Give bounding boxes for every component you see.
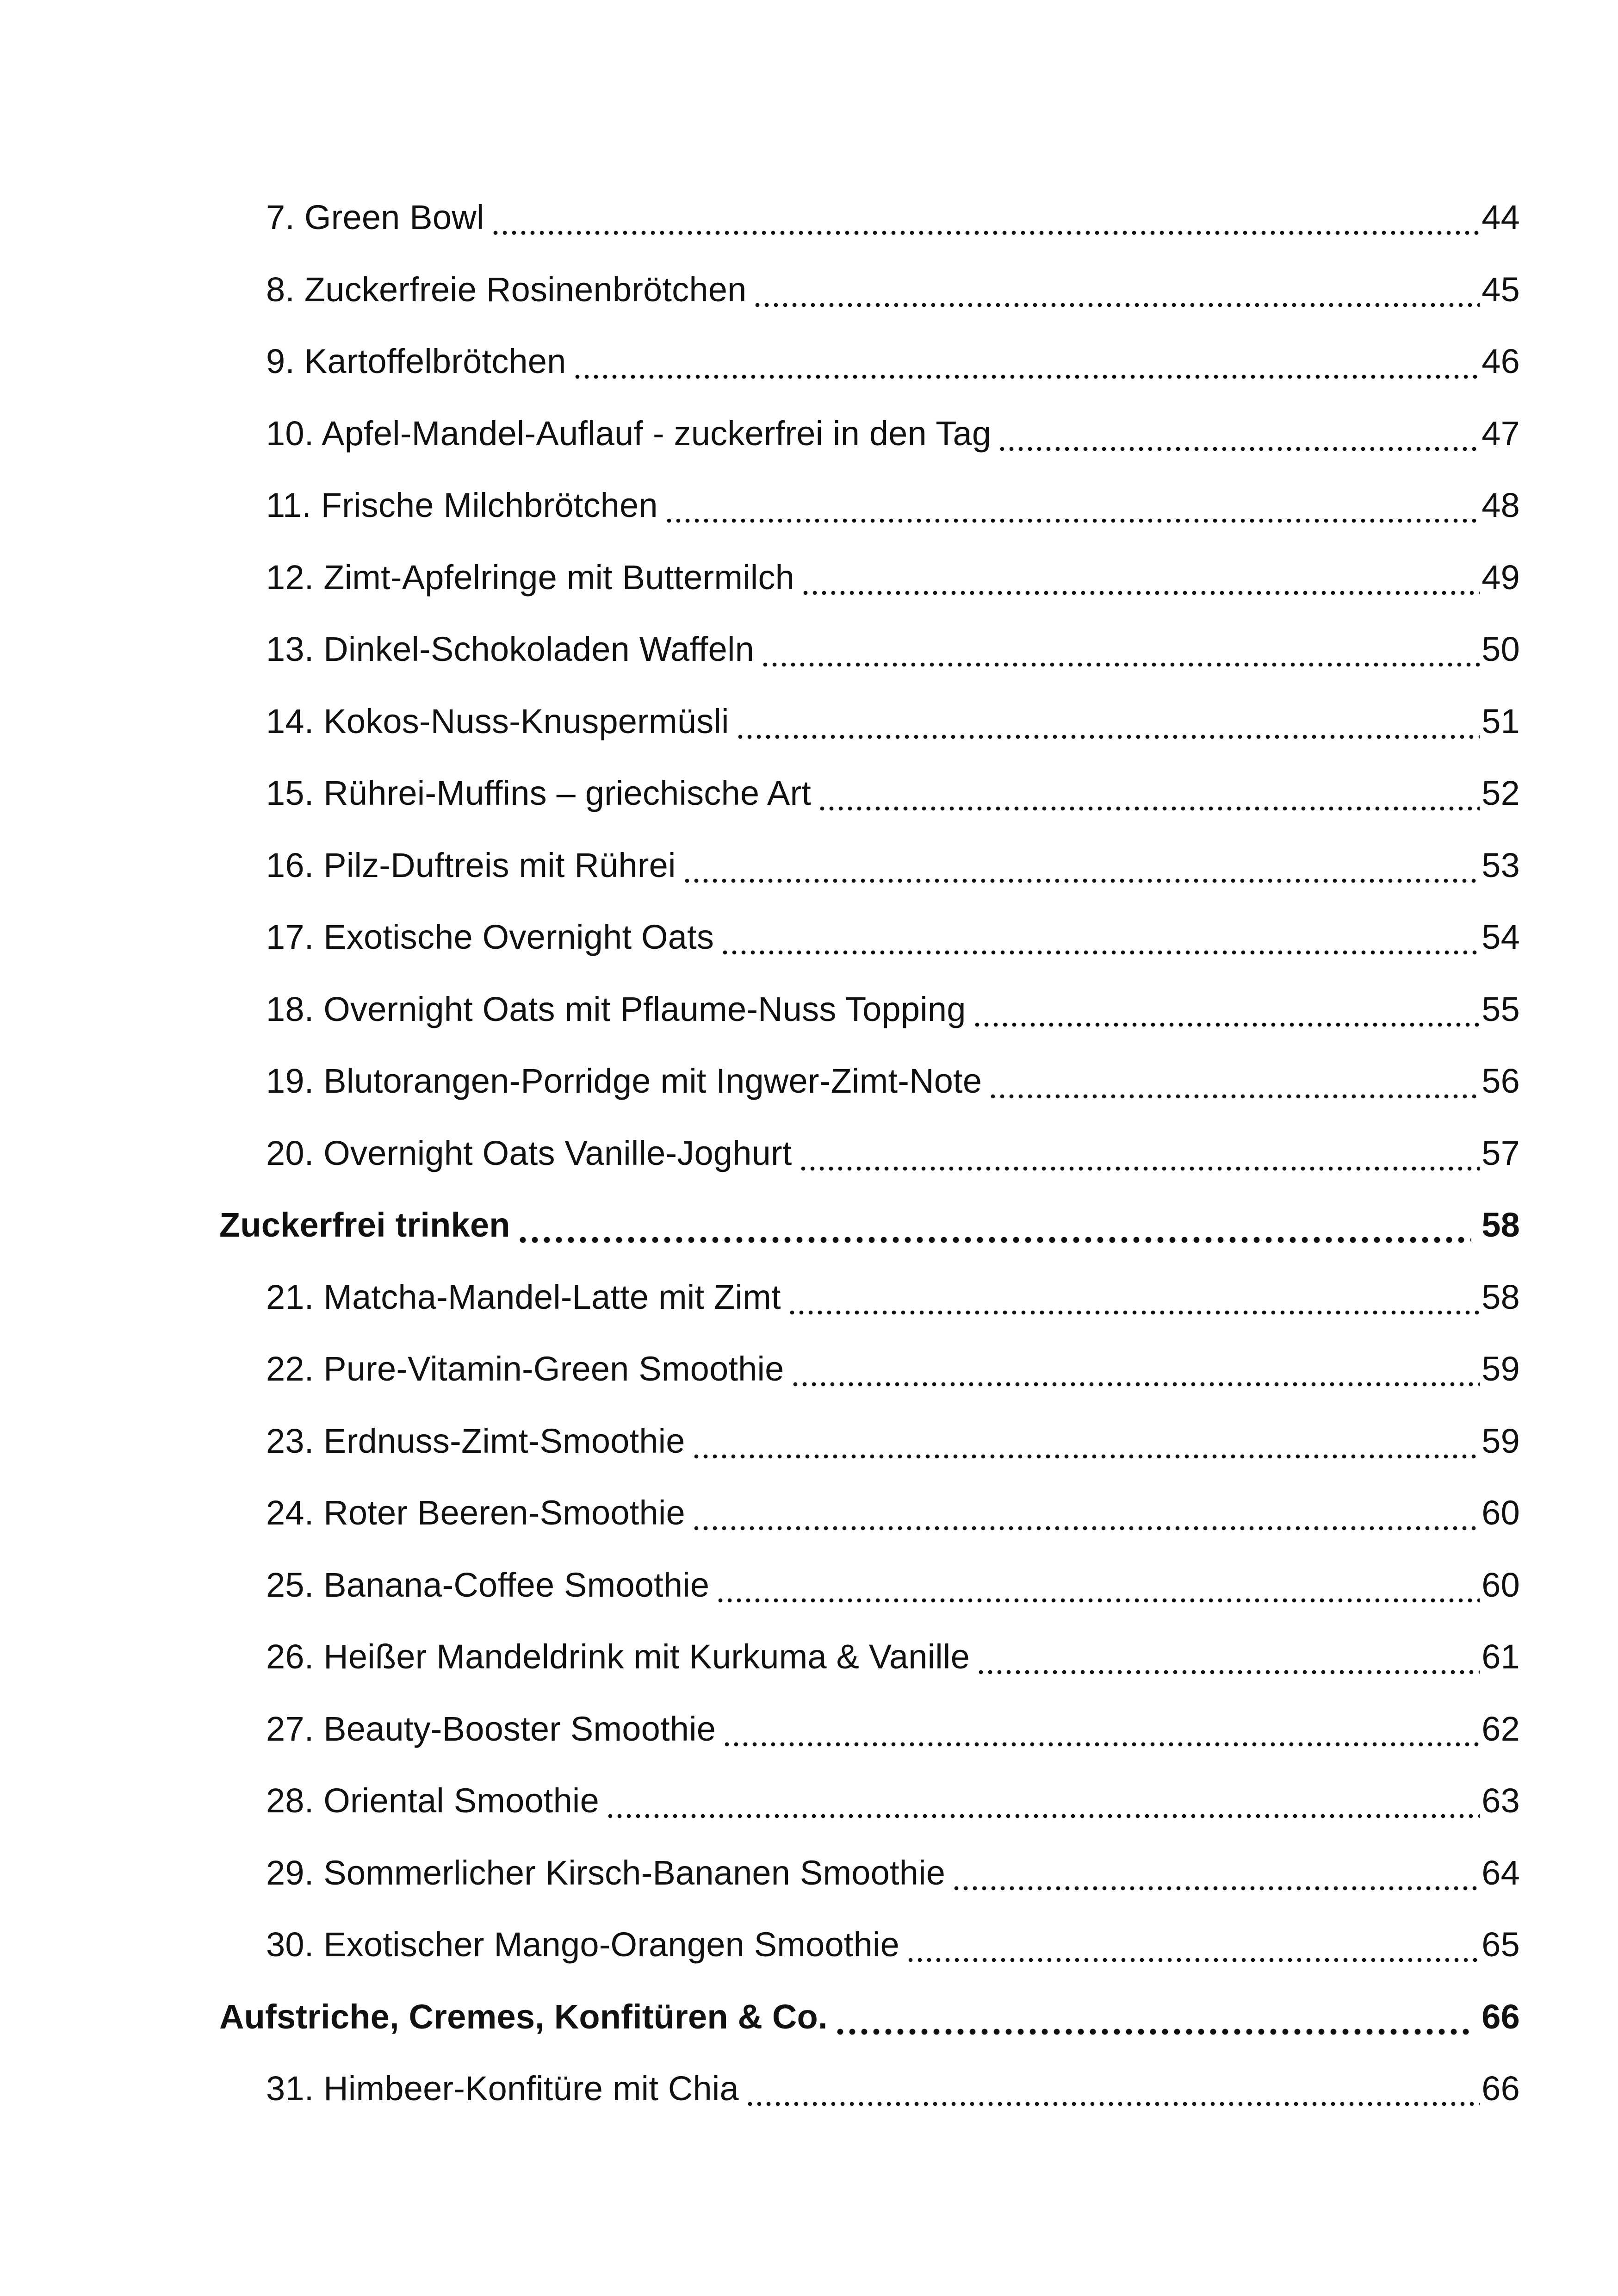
toc-entry-page-number: 57 — [1482, 1133, 1520, 1172]
dot-leader — [517, 1204, 1472, 1246]
toc-entry-page-number: 50 — [1482, 630, 1520, 668]
toc-entry[interactable] — [0, 671, 1618, 743]
toc-entry-title: 27. Beauty-Booster Smoothie — [266, 1709, 716, 1748]
toc-entry[interactable] — [0, 527, 1618, 599]
toc-entry-title: 12. Zimt-Apfelringe mit Buttermilch — [266, 558, 795, 597]
dot-leader — [692, 1420, 1480, 1462]
toc-entry-page-number: 51 — [1482, 702, 1520, 740]
dot-leader — [745, 2067, 1480, 2110]
toc-entry-title: 7. Green Bowl — [266, 198, 484, 236]
toc-entry[interactable] — [0, 239, 1618, 311]
dot-leader — [976, 1636, 1480, 1678]
toc-entry-title: 15. Rührei-Muffins – griechische Art — [266, 774, 812, 812]
toc-entry-page-number: 55 — [1482, 989, 1520, 1028]
toc-entry-title: 31. Himbeer-Konfitüre mit Chia — [266, 2069, 739, 2108]
toc-entry-page-number: 60 — [1482, 1493, 1520, 1532]
dot-leader — [736, 700, 1480, 743]
toc-entry-page-number: 63 — [1482, 1781, 1520, 1820]
toc-entry-page-number: 59 — [1482, 1421, 1520, 1460]
dot-leader — [952, 1852, 1480, 1894]
toc-entry[interactable] — [0, 598, 1618, 671]
toc-entry-page-number: 64 — [1482, 1853, 1520, 1892]
toc-entry-page-number: 53 — [1482, 846, 1520, 884]
dot-leader — [682, 844, 1480, 887]
toc-section-heading[interactable] — [0, 1174, 1618, 1246]
toc-entry-page-number: 45 — [1482, 270, 1520, 309]
toc-entry-title: 28. Oriental Smoothie — [266, 1781, 599, 1820]
toc-entry-title: 14. Kokos-Nuss-Knuspermüsli — [266, 702, 729, 740]
toc-entry-title: 20. Overnight Oats Vanille-Joghurt — [266, 1133, 792, 1172]
dot-leader — [573, 340, 1480, 383]
toc-entry-page-number: 58 — [1482, 1206, 1520, 1244]
dot-leader — [491, 196, 1480, 239]
toc-entry-page-number: 62 — [1482, 1709, 1520, 1748]
toc-entry-page-number: 66 — [1482, 1997, 1520, 2036]
toc-entry-page-number: 46 — [1482, 342, 1520, 380]
toc-entry-page-number: 52 — [1482, 774, 1520, 812]
dot-leader — [799, 1132, 1480, 1175]
toc-section-heading[interactable] — [0, 1966, 1618, 2038]
toc-entry-title: 26. Heißer Mandeldrink mit Kurkuma & Vanille — [266, 1637, 970, 1676]
toc-entry-title: 23. Erdnuss-Zimt-Smoothie — [266, 1421, 685, 1460]
dot-leader — [834, 1996, 1472, 2038]
toc-entry[interactable] — [0, 1750, 1618, 1822]
toc-entry-title: 22. Pure-Vitamin-Green Smoothie — [266, 1350, 784, 1388]
toc-entry[interactable] — [0, 1030, 1618, 1102]
dot-leader — [791, 1348, 1480, 1390]
toc-entry-title: 13. Dinkel-Schokoladen Waffeln — [266, 630, 754, 668]
toc-entry-page-number: 65 — [1482, 1925, 1520, 1964]
dot-leader — [722, 1708, 1480, 1750]
toc-entry[interactable] — [0, 1462, 1618, 1534]
dot-leader — [906, 1923, 1480, 1966]
dot-leader — [692, 1492, 1480, 1534]
toc-entry-title: 29. Sommerlicher Kirsch-Bananen Smoothie — [266, 1853, 946, 1892]
toc-entry-title: Aufstriche, Cremes, Konfitüren & Co. — [219, 1997, 828, 2036]
toc-entry-page-number: 66 — [1482, 2069, 1520, 2108]
toc-entry[interactable] — [0, 167, 1618, 239]
toc-entry[interactable] — [0, 1390, 1618, 1462]
toc-entry-page-number: 48 — [1482, 486, 1520, 524]
toc-entry[interactable] — [0, 1246, 1618, 1319]
toc-entry[interactable] — [0, 742, 1618, 815]
dot-leader — [818, 772, 1480, 815]
dot-leader — [973, 988, 1480, 1031]
toc-entry-page-number: 59 — [1482, 1350, 1520, 1388]
toc-entry-page-number: 58 — [1482, 1277, 1520, 1316]
toc-entry-page-number: 61 — [1482, 1637, 1520, 1676]
toc-entry-page-number: 44 — [1482, 198, 1520, 236]
toc-entry[interactable] — [0, 383, 1618, 455]
toc-entry-title: 18. Overnight Oats mit Pflaume-Nuss Topping — [266, 989, 966, 1028]
toc-entry-title: 21. Matcha-Mandel-Latte mit Zimt — [266, 1277, 781, 1316]
toc-entry-title: 11. Frische Milchbrötchen — [266, 486, 658, 524]
toc-entry-title: 25. Banana-Coffee Smoothie — [266, 1565, 710, 1604]
dot-leader — [761, 628, 1480, 671]
toc-entry-title: 16. Pilz-Duftreis mit Rührei — [266, 846, 676, 884]
dot-leader — [998, 412, 1480, 455]
toc-entry-title: 24. Roter Beeren-Smoothie — [266, 1493, 685, 1532]
toc-entry-title: 30. Exotischer Mango-Orangen Smoothie — [266, 1925, 899, 1964]
toc-entry-title: 10. Apfel-Mandel-Auflauf - zuckerfrei in den Tag — [266, 414, 992, 453]
toc-entry[interactable] — [0, 1318, 1618, 1390]
toc-entry[interactable] — [0, 1102, 1618, 1175]
toc-entry[interactable] — [0, 1894, 1618, 1966]
dot-leader — [787, 1276, 1480, 1319]
toc-entry-page-number: 60 — [1482, 1565, 1520, 1604]
dot-leader — [988, 1060, 1480, 1102]
toc-entry-page-number: 47 — [1482, 414, 1520, 453]
dot-leader — [716, 1564, 1480, 1606]
toc-entry[interactable] — [0, 311, 1618, 383]
dot-leader — [664, 484, 1480, 527]
toc-entry[interactable] — [0, 815, 1618, 887]
dot-leader — [720, 916, 1480, 958]
toc-entry-page-number: 49 — [1482, 558, 1520, 597]
toc-entry[interactable] — [0, 454, 1618, 527]
toc-entry-title: 9. Kartoffelbrötchen — [266, 342, 566, 380]
toc-entry[interactable] — [0, 958, 1618, 1031]
toc-entry-title: 8. Zuckerfreie Rosinenbrötchen — [266, 270, 747, 309]
dot-leader — [606, 1780, 1480, 1822]
toc-entry-page-number: 54 — [1482, 918, 1520, 956]
toc-entry[interactable] — [0, 1606, 1618, 1678]
toc-entry[interactable] — [0, 1822, 1618, 1894]
dot-leader — [753, 268, 1480, 311]
toc-entry[interactable] — [0, 1534, 1618, 1606]
toc-entry[interactable] — [0, 2038, 1618, 2110]
toc-entry[interactable] — [0, 886, 1618, 958]
toc-entry-title: Zuckerfrei trinken — [219, 1206, 510, 1244]
toc-entry[interactable] — [0, 1678, 1618, 1750]
toc-entry-page-number: 56 — [1482, 1062, 1520, 1100]
toc-entry-title: 19. Blutorangen-Porridge mit Ingwer-Zimt-Note — [266, 1062, 982, 1100]
toc-entry-title: 17. Exotische Overnight Oats — [266, 918, 714, 956]
dot-leader — [801, 556, 1480, 599]
